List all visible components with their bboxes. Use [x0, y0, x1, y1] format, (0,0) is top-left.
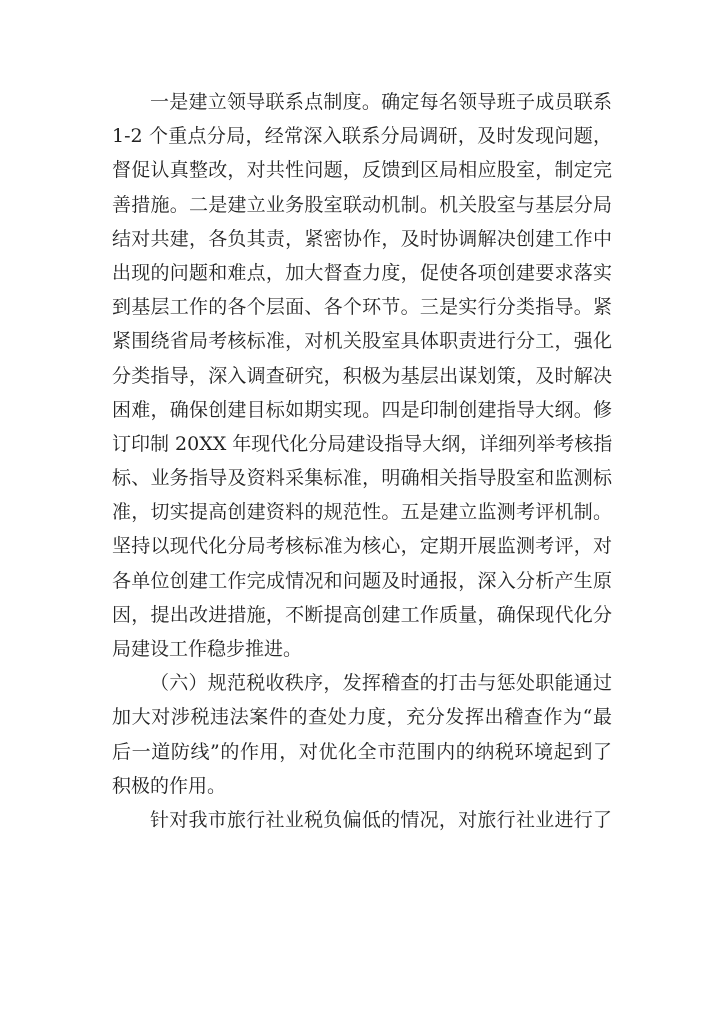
- text-line: 一是建立领导联系点制度。确定每名领导班子成员联系: [150, 91, 612, 113]
- text-line: 到基层工作的各个层面、各个环节。三是实行分类指导。紧: [112, 296, 612, 319]
- text-line: 各单位创建工作完成情况和问题及时通报，深入分析产生原: [112, 569, 612, 592]
- text-line: 困难，确保创建目标如期实现。四是印制创建指导大纲。修: [112, 398, 612, 421]
- text-line: 因，提出改进措施，不断提高创建工作质量，确保现代化分: [112, 603, 612, 626]
- paragraph-leadership-mechanisms: [112, 85, 612, 666]
- text-line: 督促认真整改，对共性问题，反馈到区局相应股室，制定完: [112, 159, 612, 182]
- text-line: 积极的作用。: [112, 774, 227, 797]
- text-line: 出现的问题和难点，加大督查力度，促使各项创建要求落实: [112, 261, 612, 284]
- text-line: 标、业务指导及资料采集标准，明确相关指导股室和监测标: [112, 467, 612, 490]
- text-line: 分类指导，深入调查研究，积极为基层出谋划策，及时解决: [112, 364, 612, 387]
- text-line: 结对共建，各负其责，紧密协作，及时协调解决创建工作中: [112, 227, 612, 250]
- paragraph-travel-agency: [112, 803, 612, 837]
- text-line: 后一道防线”的作用，对优化全市范围内的纳税环境起到了: [112, 740, 612, 763]
- text-line: （六）规范税收秩序，发挥稽查的打击与惩处职能通过: [150, 672, 612, 695]
- text-line: 紧围绕省局考核标准，对机关股室具体职责进行分工，强化: [112, 330, 612, 353]
- text-line: 准，切实提高创建资料的规范性。五是建立监测考评机制。: [112, 501, 612, 524]
- text-line: 加大对涉税违法案件的查处力度，充分发挥出稽查作为“最: [112, 706, 612, 729]
- text-line: 善措施。二是建立业务股室联动机制。机关股室与基层分局: [112, 193, 612, 216]
- document-body: [112, 85, 612, 837]
- paragraph-tax-order: [112, 666, 612, 803]
- text-line: 坚持以现代化分局考核标准为核心，定期开展监测考评，对: [112, 535, 612, 558]
- text-line: 1-2 个重点分局，经常深入联系分局调研，及时发现问题，: [112, 125, 612, 148]
- text-line: 局建设工作稳步推进。: [112, 638, 303, 660]
- text-line: 针对我市旅行社业税负偏低的情况，对旅行社业进行了: [150, 808, 612, 831]
- text-line: 订印制 20XX 年现代化分局建设指导大纲，详细列举考核指: [112, 432, 613, 455]
